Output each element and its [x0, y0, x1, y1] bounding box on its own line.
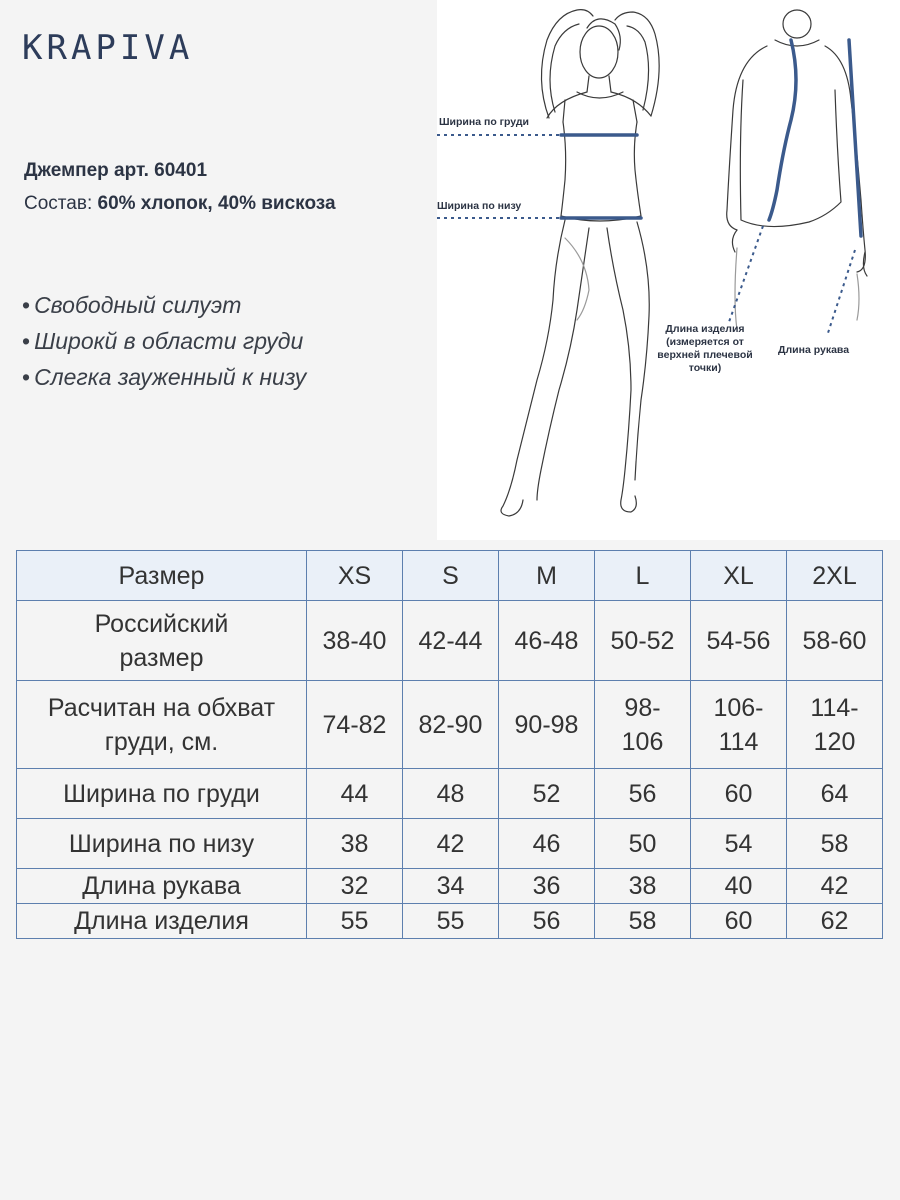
table-row: [17, 904, 883, 939]
table-cell: 90-98: [499, 681, 595, 769]
composition-value: 60% хлопок, 40% вискоза: [97, 193, 336, 214]
header-size: S: [403, 551, 499, 601]
row-label: Длина рукава: [17, 869, 307, 904]
table-cell: 54: [691, 819, 787, 869]
label-garment-length: Длина изделия (измеряется от верхней плечевой точки): [657, 323, 753, 374]
table-cell: 64: [787, 769, 883, 819]
table-row: [17, 681, 883, 769]
table-cell: 42: [403, 819, 499, 869]
table-cell: 56: [595, 769, 691, 819]
composition-label: Состав:: [24, 193, 93, 214]
label-sleeve-length: Длина рукава: [778, 344, 850, 356]
table-cell: 106-114: [691, 681, 787, 769]
table-cell: 82-90: [403, 681, 499, 769]
table-cell: 50: [595, 819, 691, 869]
header-size: M: [499, 551, 595, 601]
table-cell: 55: [403, 904, 499, 939]
fashion-sketch-image: [437, 0, 900, 540]
feature-item: • Слегка зауженный к низу: [22, 364, 307, 390]
table-cell: 50-52: [595, 601, 691, 681]
measurement-illustration: [437, 0, 900, 540]
table-cell: 48: [403, 769, 499, 819]
product-title: Джемпер арт. 60401: [24, 160, 208, 181]
table-cell: 58: [787, 819, 883, 869]
table-cell: 114-120: [787, 681, 883, 769]
table-cell: 38-40: [307, 601, 403, 681]
row-label: Ширина по груди: [17, 769, 307, 819]
table-cell: 40: [691, 869, 787, 904]
table-cell: 46: [499, 819, 595, 869]
header-size: XS: [307, 551, 403, 601]
table-row: [17, 819, 883, 869]
table-cell: 36: [499, 869, 595, 904]
label-bottom-width: Ширина по низу: [437, 200, 522, 212]
feature-item: • Широкй в области груди: [22, 328, 304, 354]
table-cell: 74-82: [307, 681, 403, 769]
row-label: Российский размер: [17, 601, 307, 681]
table-cell: 44: [307, 769, 403, 819]
table-cell: 98-106: [595, 681, 691, 769]
table-row: [17, 769, 883, 819]
table-cell: 42: [787, 869, 883, 904]
table-cell: 46-48: [499, 601, 595, 681]
table-cell: 32: [307, 869, 403, 904]
label-chest-width: Ширина по груди: [439, 116, 529, 128]
table-cell: 42-44: [403, 601, 499, 681]
table-cell: 60: [691, 904, 787, 939]
header-size-label: Размер: [17, 551, 307, 601]
table-cell: 58-60: [787, 601, 883, 681]
feature-item: • Свободный силуэт: [22, 292, 242, 318]
feature-list: [22, 287, 306, 395]
table-cell: 62: [787, 904, 883, 939]
table-row: [17, 869, 883, 904]
header-size: XL: [691, 551, 787, 601]
row-label: Расчитан на обхват груди, см.: [17, 681, 307, 769]
product-composition: [24, 193, 336, 215]
header-size: 2XL: [787, 551, 883, 601]
size-chart-table: [16, 550, 883, 939]
table-header-row: [17, 551, 883, 601]
brand-logo: KRAPIVA: [22, 28, 194, 68]
header-size: L: [595, 551, 691, 601]
table-cell: 55: [307, 904, 403, 939]
table-cell: 58: [595, 904, 691, 939]
row-label: Ширина по низу: [17, 819, 307, 869]
row-label: Длина изделия: [17, 904, 307, 939]
table-cell: 60: [691, 769, 787, 819]
table-cell: 52: [499, 769, 595, 819]
table-cell: 56: [499, 904, 595, 939]
table-cell: 54-56: [691, 601, 787, 681]
table-cell: 34: [403, 869, 499, 904]
table-row: [17, 601, 883, 681]
table-cell: 38: [307, 819, 403, 869]
table-cell: 38: [595, 869, 691, 904]
